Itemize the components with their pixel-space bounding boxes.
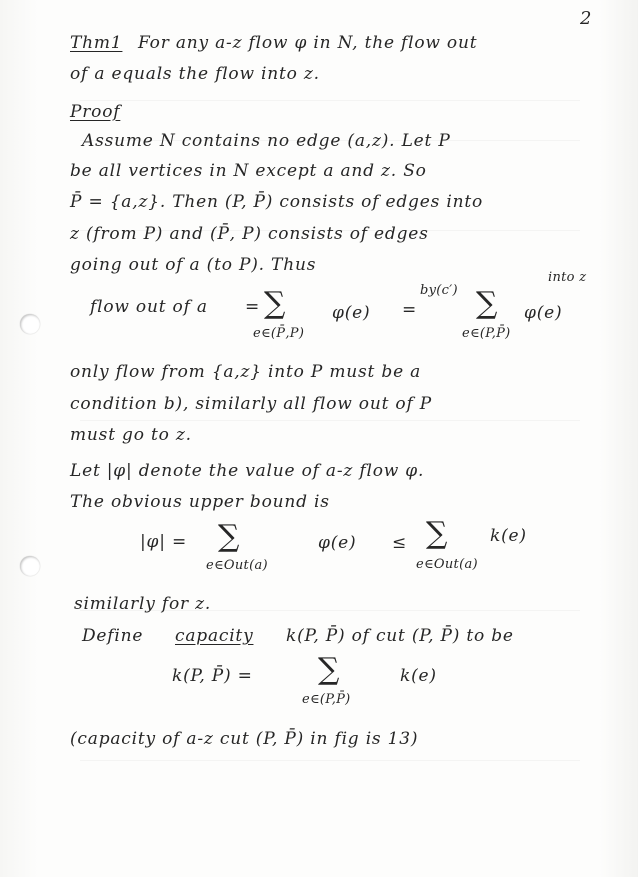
proof-heading: Proof [70, 102, 121, 122]
equation1-term: φ(e) [524, 303, 563, 323]
proof-line: be all vertices in N except a and z. So [70, 161, 427, 181]
proof-line: Assume N contains no edge (a,z). Let P [82, 131, 451, 151]
bleed-through-line [80, 760, 580, 761]
proof-line: z (from P) and (P̄, P) consists of edges [70, 224, 429, 244]
binder-hole [20, 556, 40, 576]
equation1-term: φ(e) [332, 303, 371, 323]
theorem-text-line: For any a-z flow φ in N, the flow out [138, 33, 478, 53]
body-line: must go to z. [70, 425, 192, 445]
sum-symbol: ∑ [476, 286, 498, 321]
body-line: Let |φ| denote the value of a-z flow φ. [70, 461, 425, 481]
equation1-subscript: e∈(P,P̄) [462, 326, 511, 341]
equation2-term: φ(e) [318, 533, 357, 553]
equation1-lhs: flow out of a [90, 297, 208, 317]
definition-term: capacity [175, 626, 254, 646]
equation1-note: by(c′) [420, 283, 458, 298]
equation2-subscript: e∈Out(a) [416, 557, 478, 572]
equation2-term: k(e) [490, 526, 527, 546]
bleed-through-line [80, 100, 580, 101]
page-number: 2 [580, 8, 593, 29]
sum-symbol: ∑ [218, 519, 240, 554]
proof-line: going out of a (to P). Thus [70, 255, 317, 275]
body-line: The obvious upper bound is [70, 492, 330, 512]
theorem-text-line: of a equals the flow into z. [70, 64, 320, 84]
capacity-note: (capacity of a-z cut (P, P̄) in fig is 13) [70, 729, 419, 749]
sum-symbol: ∑ [426, 516, 448, 551]
body-line: similarly for z. [74, 594, 212, 614]
equation2-subscript: e∈Out(a) [206, 558, 268, 573]
equation2-lhs: |φ| = [140, 532, 188, 552]
equation1-equals: = [402, 300, 418, 320]
theorem-label: Thm1 [70, 33, 123, 53]
equation1-subscript: e∈(P̄,P) [253, 326, 305, 341]
equation3-term: k(e) [400, 666, 437, 686]
equation1-equals: = [245, 297, 261, 317]
equation3-lhs: k(P, P̄) = [172, 666, 253, 686]
sum-symbol: ∑ [264, 286, 286, 321]
equation3-subscript: e∈(P,P̄) [302, 692, 351, 707]
sum-symbol: ∑ [318, 652, 340, 687]
bleed-through-line [80, 420, 580, 421]
definition-prefix: Define [82, 626, 144, 646]
definition-suffix: k(P, P̄) of cut (P, P̄) to be [286, 626, 514, 646]
binder-hole [20, 314, 40, 334]
equation1-note: into z [548, 270, 587, 285]
equation2-relation: ≤ [392, 533, 408, 553]
proof-line: P̄ = {a,z}. Then (P, P̄) consists of edges into [70, 192, 483, 212]
body-line: condition b), similarly all flow out of P [70, 394, 432, 414]
body-line: only flow from {a,z} into P must be a [70, 362, 422, 382]
